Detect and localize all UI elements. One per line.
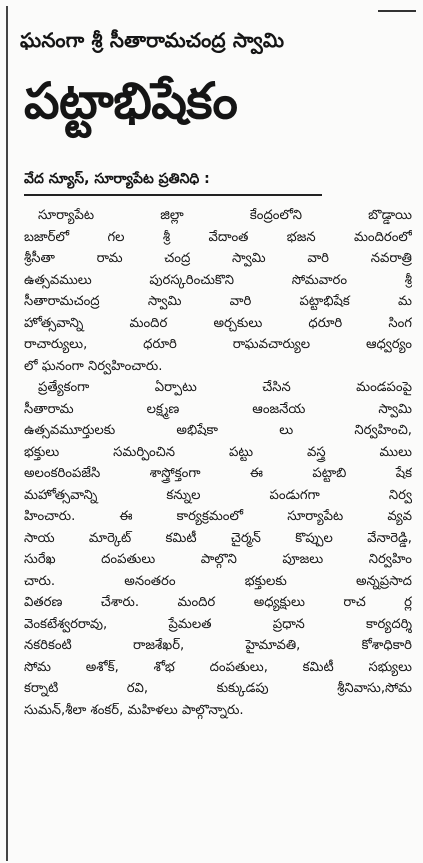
body-line: ఉత్సవమూర్తులకు అభిషేకా లు నిర్వహించి, <box>24 423 412 438</box>
body-line: సురేఖ దంపతులు పాల్గొని పూజలు నిర్వహిం <box>24 552 412 567</box>
body-line: సోమ అశోక్, శోభ దంపతులు, కమిటీ సభ్యులు <box>24 659 412 675</box>
article-body <box>24 205 412 721</box>
body-line: బజార్‌లో గల శ్రీ వేదాంత భజన మందిరంలో <box>24 229 412 245</box>
body-line: చారు. అనంతరం భక్తులకు అన్నప్రసాద <box>24 573 412 589</box>
article-dateline: వేద న్యూస్, సూర్యాపేట ప్రతినిధి : <box>24 171 210 187</box>
body-line: సీతారామ లక్ష్మణ ఆంజనేయ స్వామి <box>24 401 412 417</box>
body-line: మహోత్సవాన్ని కన్నుల పండుగగా నిర్వ <box>24 487 412 503</box>
body-line: ప్రత్యేకంగా ఏర్పాటు చేసిన మండపంపై <box>38 380 412 395</box>
body-line: లో ఘనంగా నిర్వహించారు. <box>24 358 163 374</box>
body-line: సీతారామచంద్ర స్వామి వారి పట్టాభిషేక మ <box>24 294 412 309</box>
body-line: హించారు. ఈ కార్యక్రమంలో సూర్యాపేట వ్యవ <box>24 509 412 524</box>
top-divider <box>378 10 416 12</box>
dateline-underline <box>24 194 322 196</box>
body-line: కర్నాటి రవి, కుక్కుడపు శ్రీనివాసు,సోమ <box>24 681 412 696</box>
body-line: ఉత్సవములు పురస్కరించుకొని సోమవారం శ్రీ <box>24 272 412 288</box>
body-line: భక్తులు సమర్పించిన పట్టు వస్త్ర ములు <box>24 444 412 460</box>
body-line: హోత్సవాన్ని మందిర అర్చకులు ధరూరి సింగ <box>24 315 412 331</box>
body-line: శ్రీసీతా రామ చంద్ర స్వామి వారి నవరాత్రి <box>24 251 412 266</box>
body-line: సూర్యాపేట జిల్లా కేంద్రంలోని బొడ్డాయి <box>38 208 412 223</box>
body-line: రాచార్యులు, ధరూరి రాఘవచార్యుల ఆధ్వర్యం <box>24 337 412 352</box>
article-subheadline: ఘనంగా శ్రీ సీతారామచంద్ర స్వామి <box>20 28 285 52</box>
body-line: అలంకరింపజేసి శాస్త్రోక్తంగా ఈ పట్టాబి షేక <box>24 466 412 481</box>
column-border <box>6 6 8 861</box>
article-headline: పట్టాభిషేకం <box>24 72 238 130</box>
body-line: సాయ మార్కెట్ కమిటీ చైర్మన్ కొప్పుల వేనారెడ్డి, <box>24 530 412 546</box>
body-line: సుమన్,శీలా శంకర్, మహిళలు పాల్గొన్నారు. <box>24 702 244 718</box>
body-line: వెంకటేశ్వరరావు, ప్రేమలత ప్రధాన కార్యదర్శి <box>24 616 412 632</box>
body-line: వితరణ చేశారు. మందిర అధ్యక్షులు రాచ ర్ల <box>24 595 412 610</box>
body-line: నకరికంటి రాజశేఖర్, హైమావతి, కోశాధికారి <box>24 638 412 653</box>
